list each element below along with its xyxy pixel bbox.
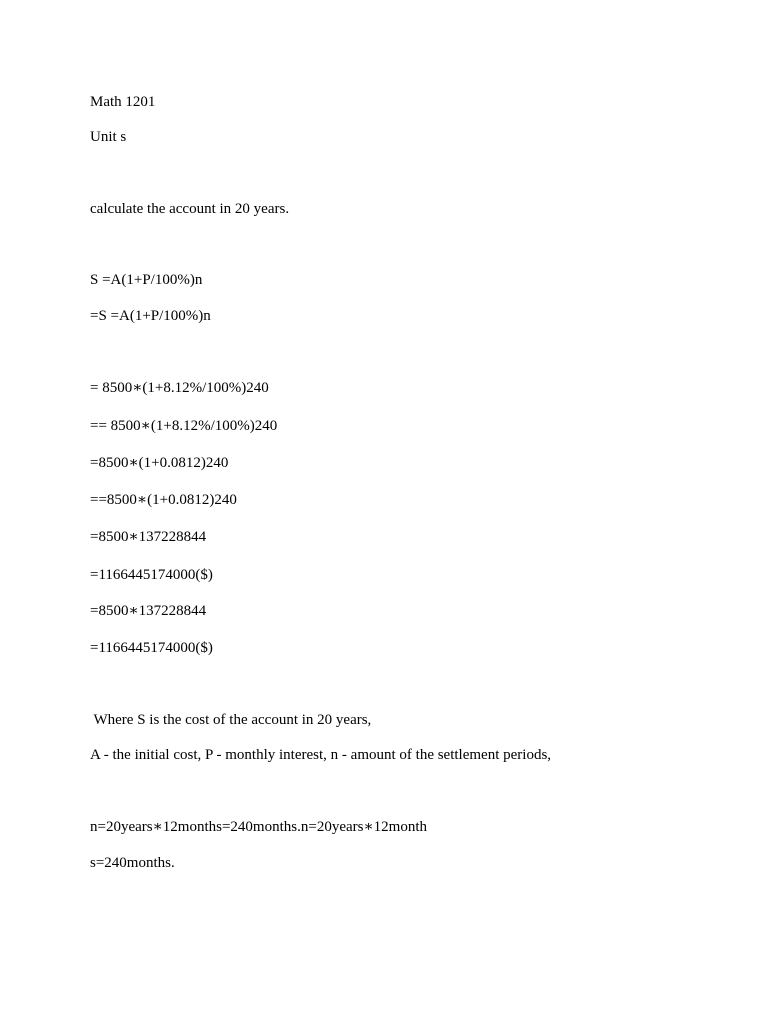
calculation-line: =8500∗137228844 — [90, 529, 207, 545]
calculation-result: =1166445174000($) — [90, 640, 213, 656]
period-calculation: s=240months. — [90, 855, 175, 871]
formula-line: =S =A(1+P/100%)n — [90, 308, 211, 324]
calculation-line: ==8500∗(1+0.0812)240 — [90, 492, 237, 508]
calculation-line: =8500∗(1+0.0812)240 — [90, 455, 229, 471]
explanation-line: Where S is the cost of the account in 20 years, — [90, 712, 372, 728]
calculation-result: =1166445174000($) — [90, 567, 213, 583]
course-title: Math 1201 — [90, 94, 156, 110]
calculation-line: = 8500∗(1+8.12%/100%)240 — [90, 380, 269, 396]
explanation-line: A - the initial cost, P - monthly interest, n - amount of the settlement periods, — [90, 747, 552, 763]
calculation-line: == 8500∗(1+8.12%/100%)240 — [90, 418, 278, 434]
calculation-line: =8500∗137228844 — [90, 603, 207, 619]
task-statement: calculate the account in 20 years. — [90, 201, 290, 217]
unit-title: Unit s — [90, 129, 127, 145]
formula-line: S =A(1+P/100%)n — [90, 272, 203, 288]
period-calculation: n=20years∗12months=240months.n=20years∗12month — [90, 819, 427, 835]
